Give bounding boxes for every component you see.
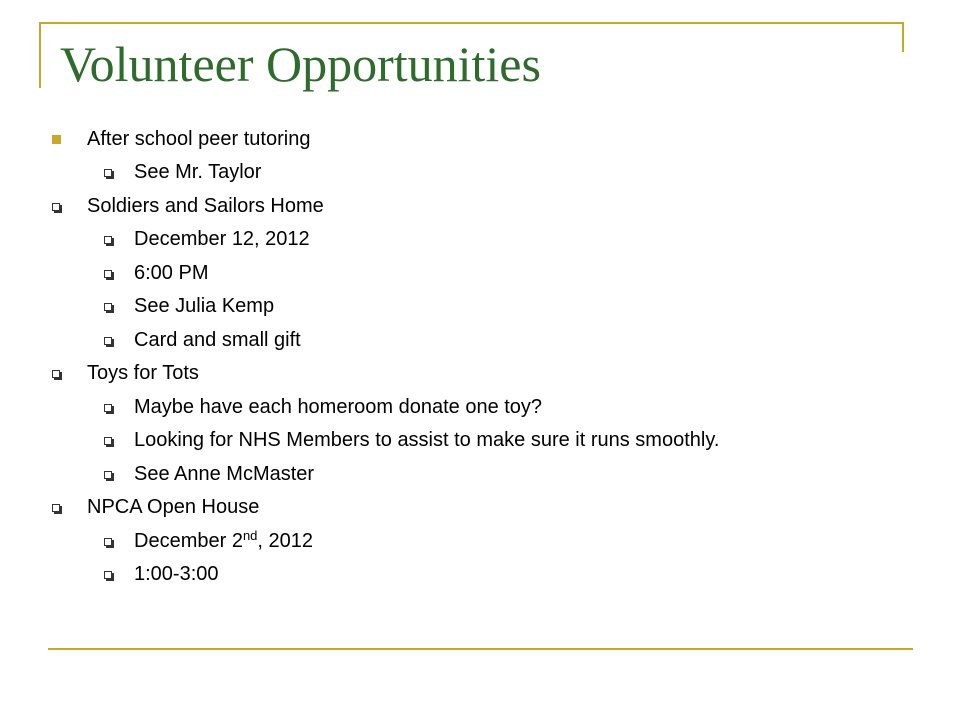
frame-right-rule bbox=[902, 22, 904, 52]
box-bullet-icon bbox=[104, 471, 112, 479]
box-bullet-icon bbox=[104, 571, 112, 579]
slide-title: Volunteer Opportunities bbox=[60, 36, 541, 92]
box-bullet-icon bbox=[104, 169, 112, 177]
box-bullet-icon bbox=[104, 337, 112, 345]
date-year-text: , 2012 bbox=[257, 530, 314, 552]
list-item-text: Toys for Tots bbox=[87, 362, 199, 384]
list-item-text: December 12, 2012 bbox=[134, 228, 310, 250]
list-item-text: Looking for NHS Members to assist to make sure it runs smoothly. bbox=[134, 429, 720, 451]
box-bullet-icon bbox=[104, 404, 112, 412]
list-item-text: Soldiers and Sailors Home bbox=[87, 195, 324, 217]
box-bullet-icon bbox=[104, 236, 112, 244]
square-bullet-icon bbox=[52, 135, 61, 144]
box-bullet-icon bbox=[104, 270, 112, 278]
box-bullet-icon bbox=[104, 303, 112, 311]
ordinal-superscript: nd bbox=[242, 528, 258, 543]
list-item-text: See Mr. Taylor bbox=[134, 161, 262, 183]
box-bullet-icon bbox=[52, 203, 60, 211]
list-item-text bbox=[134, 526, 313, 556]
box-bullet-icon bbox=[104, 437, 112, 445]
list-item-text: NPCA Open House bbox=[87, 496, 260, 518]
frame-bottom-rule bbox=[48, 648, 913, 650]
list-item-text: Card and small gift bbox=[134, 329, 301, 351]
date-text: December 2 bbox=[134, 530, 243, 552]
frame-left-rule bbox=[39, 22, 41, 88]
frame-top-rule bbox=[39, 22, 904, 24]
box-bullet-icon bbox=[52, 370, 60, 378]
list-item-text: 1:00-3:00 bbox=[134, 563, 219, 585]
list-item-text: After school peer tutoring bbox=[87, 128, 311, 150]
list-item-text: See Anne McMaster bbox=[134, 463, 315, 485]
box-bullet-icon bbox=[52, 504, 60, 512]
list-item-text: 6:00 PM bbox=[134, 262, 209, 284]
box-bullet-icon bbox=[104, 538, 112, 546]
list-item-text: See Julia Kemp bbox=[134, 295, 275, 317]
list-item-text: Maybe have each homeroom donate one toy? bbox=[134, 396, 543, 418]
